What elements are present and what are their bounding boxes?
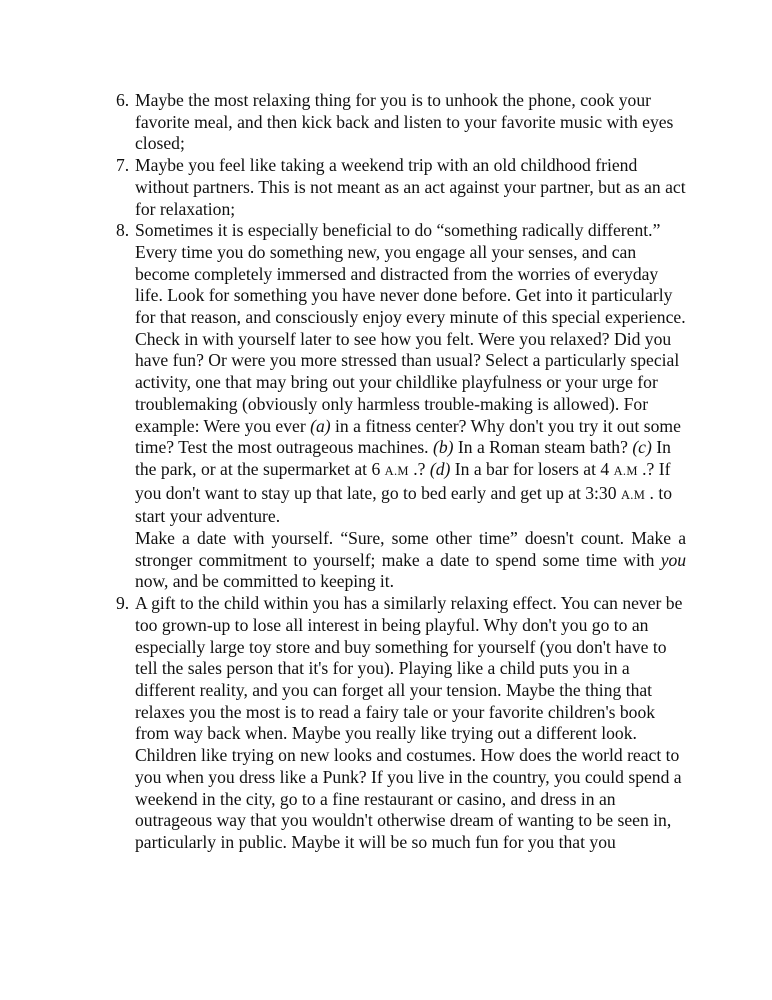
document-page	[116, 90, 686, 854]
item-paragraph	[135, 220, 686, 528]
list-item-9	[116, 593, 686, 853]
date-text-part1: Make a date with yourself. “Sure, some other time” doesn't count. Make a stronger commitment to yourself; make a date to spend some time with	[135, 528, 686, 570]
list-item-7	[116, 155, 686, 220]
item-text: A gift to the child within you has a similarly relaxing effect. You can never be too grown-up to lose all interest in being playful. Why don't you go to an especially large toy store and buy something for yourself (you don't have to tell the sales person that it's for you). Playing like a child puts you in a different reality, and you can forget all your tension. Maybe the thing that relaxes you the most is to read a fairy tale or your favorite children's book from way back when. Maybe you really like trying out a different look. Children like trying on new looks and costumes. How does the world react to you when you dress like a Punk? If you live in the country, you could spend a weekend in the city, go to a fine restaurant or casino, and dress in an outrageous way that you wouldn't otherwise dream of wanting to be seen in, particularly in public. Maybe it will be so much fun for you that you	[135, 593, 683, 852]
item-number: 8.	[116, 220, 130, 241]
example-c-part1: In the park, or at the supermarket at 6	[135, 437, 671, 479]
list-item-8	[116, 220, 686, 593]
example-d-part2: .? If you don't want to stay up that late, go to bed early and get up at 3:30	[135, 458, 671, 503]
example-b: In a Roman steam bath?	[457, 437, 628, 458]
example-a: in a fitness center? Why don't you try it out some time? Test the most outrageous machines.	[135, 415, 681, 458]
example-label-c: (c)	[632, 437, 652, 458]
time-am: A.M	[613, 463, 638, 478]
example-c-part2: .?	[413, 458, 426, 479]
item-text: Maybe you feel like taking a weekend trip with an old childhood friend without partners. This is not meant as an act against your partner, but as an act for relaxation;	[135, 155, 686, 219]
emphasis-you: you	[660, 549, 687, 570]
time-am: A.M	[384, 463, 409, 478]
example-d-part1: In a bar for losers at 4	[454, 458, 610, 479]
example-intro: For example: Were you ever	[135, 393, 649, 436]
item-number: 6.	[116, 90, 130, 110]
time-am: A.M	[620, 487, 646, 502]
example-label-d: (d)	[429, 458, 451, 479]
item-paragraph-continuation	[135, 528, 686, 593]
item-number: 9.	[116, 593, 130, 614]
example-d-part3: . to start your adventure.	[135, 482, 672, 527]
date-text-part2: now, and be committed to keeping it.	[135, 571, 394, 592]
list-item-6	[116, 90, 686, 155]
example-label-b: (b)	[432, 437, 454, 458]
example-label-a: (a)	[310, 415, 331, 436]
item-text: Maybe the most relaxing thing for you is to unhook the phone, cook your favorite meal, and then kick back and listen to your favorite music with eyes closed;	[135, 90, 674, 154]
item-text: Sometimes it is especially beneficial to do “something radically different.” Every time you do something new, you engage all your senses, and can become completely immersed and distracted from the worries of everyday life. Look for something you have never done before. Get into it particularly for that reason, and consciously enjoy every minute of this special experience. Check in with yourself later to see how you felt. Were you relaxed? Did you have fun? Or were you more stressed than usual? Select a particularly special activity, one that may bring out your childlike playfulness or your urge for troublemaking (obviously only harmless trouble-making is allowed).	[135, 220, 686, 414]
item-number: 7.	[116, 155, 130, 176]
